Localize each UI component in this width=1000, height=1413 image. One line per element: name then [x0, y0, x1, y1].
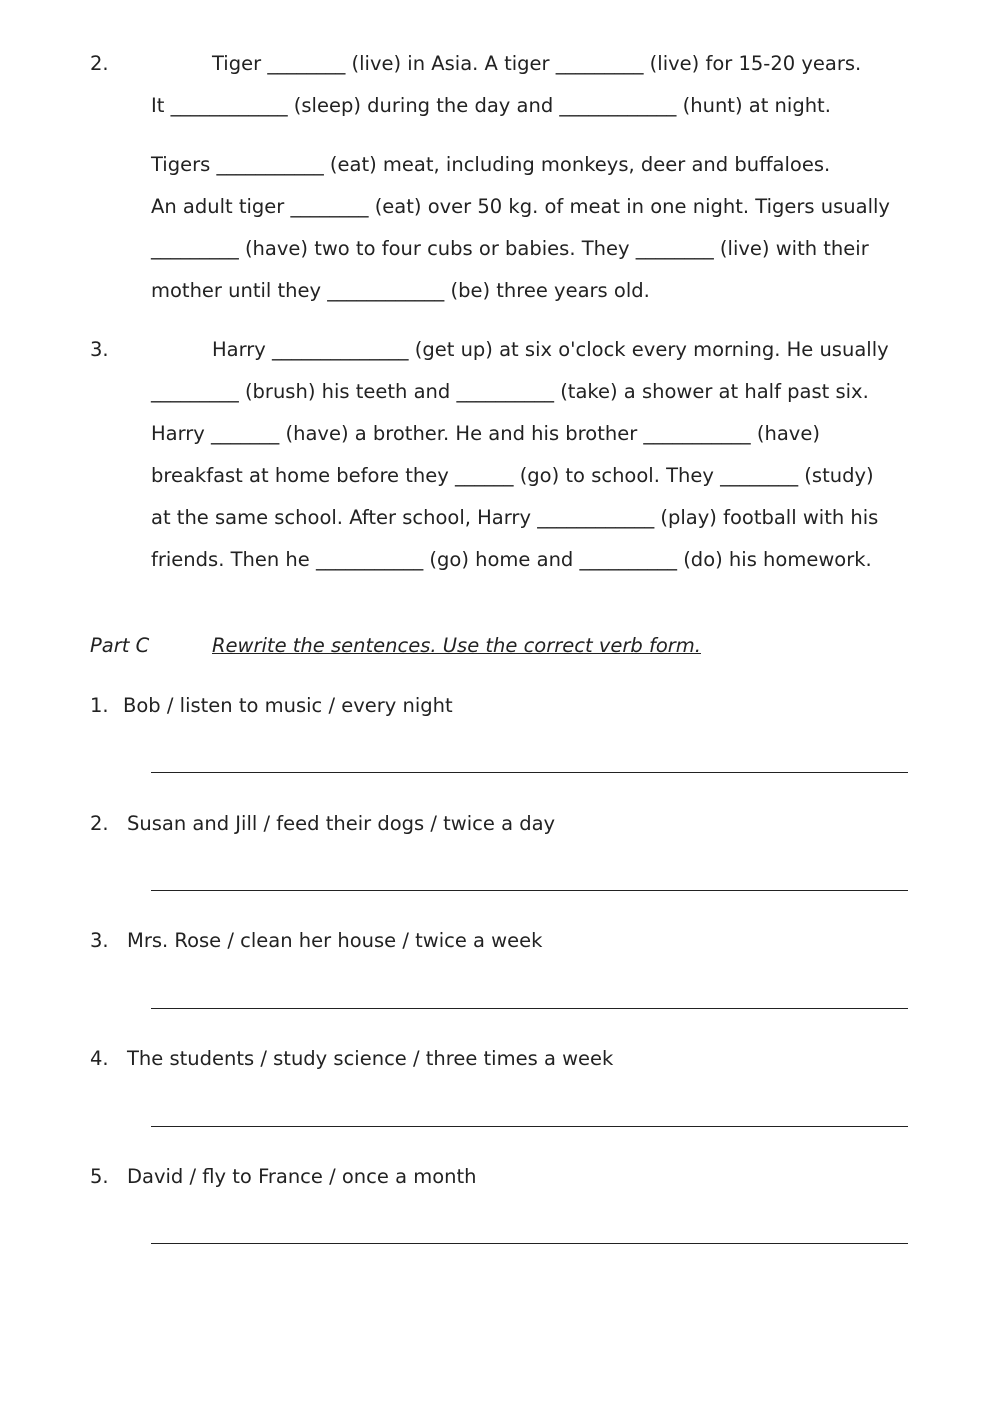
exercise-2-line-5: _________ (have) two to four cubs or babies. They ________ (live) with their [151, 237, 869, 260]
exercise-3-number: 3. [90, 338, 109, 361]
exercise-2-line-4: An adult tiger ________ (eat) over 50 kg. of meat in one night. Tigers usually [151, 195, 890, 218]
exercise-2-line-2: It ____________ (sleep) during the day and ____________ (hunt) at night. [151, 94, 831, 117]
part-c-item-3-number: 3. [90, 929, 109, 952]
part-c-instruction: Rewrite the sentences. Use the correct verb form. [212, 634, 701, 657]
part-c-label: Part C [90, 634, 150, 657]
part-c-item-5-text: David / fly to France / once a month [127, 1165, 477, 1188]
part-c-item-5-answer-line[interactable] [151, 1243, 908, 1244]
exercise-3-line-6: friends. Then he ___________ (go) home and __________ (do) his homework. [151, 548, 872, 571]
exercise-3-line-3: Harry _______ (have) a brother. He and his brother ___________ (have) [151, 422, 820, 445]
part-c-item-2-number: 2. [90, 812, 109, 835]
part-c-item-2-text: Susan and Jill / feed their dogs / twice a day [127, 812, 556, 835]
exercise-2-line-3: Tigers ___________ (eat) meat, including monkeys, deer and buffaloes. [151, 153, 831, 176]
exercise-2-number: 2. [90, 52, 109, 75]
exercise-2-line-6: mother until they ____________ (be) three years old. [151, 279, 650, 302]
part-c-item-3-answer-line[interactable] [151, 1008, 908, 1009]
exercise-3-line-5: at the same school. After school, Harry ____________ (play) football with his [151, 506, 879, 529]
part-c-item-5-number: 5. [90, 1165, 109, 1188]
part-c-item-4-answer-line[interactable] [151, 1126, 908, 1127]
part-c-item-4-text: The students / study science / three times a week [127, 1047, 614, 1070]
exercise-2-line-1: Tiger ________ (live) in Asia. A tiger _________ (live) for 15-20 years. [212, 52, 862, 75]
part-c-item-3-text: Mrs. Rose / clean her house / twice a week [127, 929, 543, 952]
part-c-item-1-number: 1. [90, 694, 109, 717]
part-c-item-1-text: Bob / listen to music / every night [123, 694, 453, 717]
exercise-3-line-4: breakfast at home before they ______ (go) to school. They ________ (study) [151, 464, 874, 487]
part-c-item-2-answer-line[interactable] [151, 890, 908, 891]
part-c-item-1-answer-line[interactable] [151, 772, 908, 773]
part-c-item-4-number: 4. [90, 1047, 109, 1070]
exercise-3-line-2: _________ (brush) his teeth and __________ (take) a shower at half past six. [151, 380, 869, 403]
exercise-3-line-1: Harry ______________ (get up) at six o'clock every morning. He usually [212, 338, 889, 361]
